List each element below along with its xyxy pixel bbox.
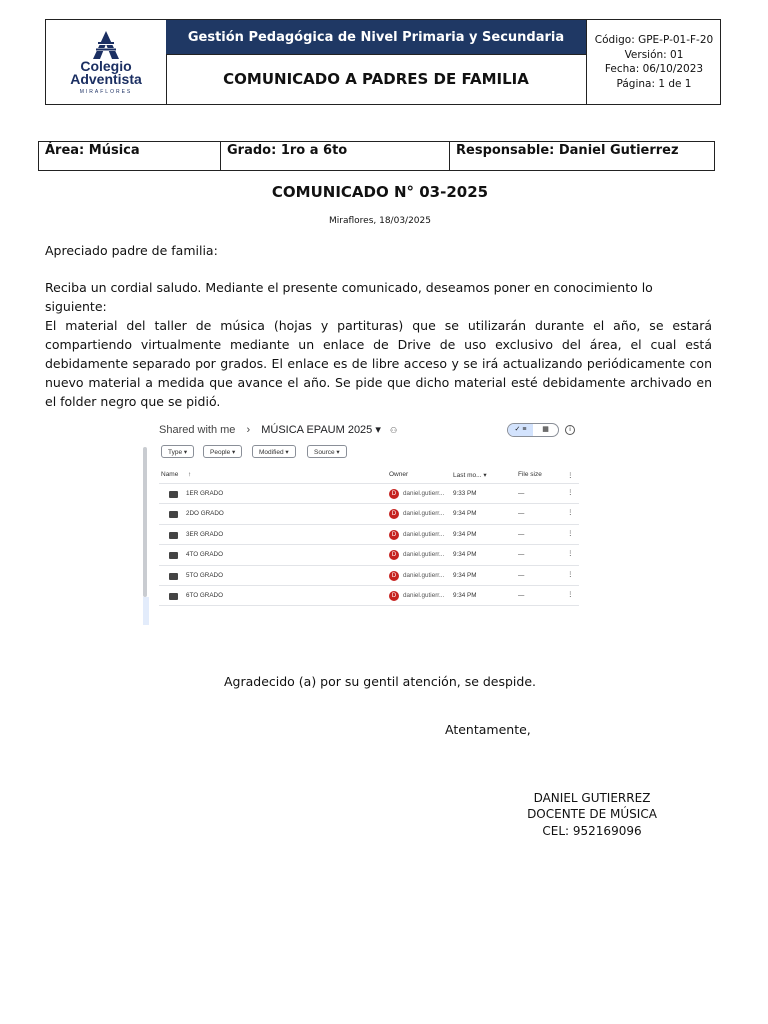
- row-size: —: [518, 572, 525, 579]
- row-modified: 9:34 PM: [453, 592, 477, 599]
- school-logo: [46, 20, 167, 104]
- greeting: Apreciado padre de familia:: [45, 243, 218, 258]
- info-grado: Grado: 1ro a 6to: [221, 142, 450, 170]
- signature-name: DANIEL GUTIERREZ: [533, 791, 651, 805]
- row-name: 2DO GRADO: [186, 510, 224, 517]
- meta-pagina: Página: 1 de 1: [616, 77, 692, 90]
- avatar: D: [389, 571, 399, 581]
- row-size: —: [518, 510, 525, 517]
- row-owner: daniel.gutierr...: [403, 531, 445, 538]
- info-area: Área: Música: [39, 142, 221, 170]
- table-row: [159, 565, 579, 586]
- row-modified: 9:33 PM: [453, 490, 477, 497]
- folder-icon: [169, 491, 178, 498]
- filter-type: Type ▾: [161, 445, 194, 458]
- row-name: 1ER GRADO: [186, 490, 224, 497]
- row-modified: 9:34 PM: [453, 531, 477, 538]
- info-responsable: Responsable: Daniel Gutierrez: [456, 143, 679, 158]
- list-view-icon: ✓ ≡: [508, 424, 533, 436]
- more-icon: ⋮: [567, 571, 574, 578]
- drive-breadcrumb: [159, 423, 397, 436]
- folder-icon: [169, 532, 178, 539]
- more-icon: ⋮: [567, 591, 574, 598]
- col-modified: Last mo... ▾: [453, 472, 487, 479]
- row-modified: 9:34 PM: [453, 510, 477, 517]
- avatar: D: [389, 530, 399, 540]
- signature-role: DOCENTE DE MÚSICA: [527, 807, 657, 821]
- row-modified: 9:34 PM: [453, 572, 477, 579]
- table-row: [159, 544, 579, 565]
- meta-fecha: Fecha: 06/10/2023: [604, 63, 704, 75]
- avatar: D: [389, 550, 399, 560]
- signature-phone: CEL: 952169096: [542, 824, 642, 838]
- more-icon: ⋮: [567, 550, 574, 557]
- meta-version: Versión: 01: [624, 48, 684, 61]
- row-owner: daniel.gutierr...: [403, 572, 445, 579]
- row-owner: daniel.gutierr...: [403, 551, 445, 558]
- meta-codigo: Código: GPE-P-01-F-20: [594, 34, 714, 46]
- avatar: D: [389, 489, 399, 499]
- header-band: Gestión Pedagógica de Nivel Primaria y Secundaria: [166, 20, 586, 55]
- drive-sidebar-edge: [143, 597, 149, 625]
- more-icon: ⋮: [567, 530, 574, 537]
- table-row: [159, 585, 579, 606]
- grid-view-icon: ▦: [542, 426, 549, 433]
- document-meta: [586, 20, 721, 104]
- folder-icon: [169, 573, 178, 580]
- crumb-separator: ›: [246, 424, 251, 436]
- regards-line: Atentamente,: [445, 722, 531, 737]
- logo-line1: Colegio: [80, 57, 132, 74]
- folder-icon: [169, 552, 178, 559]
- filter-source: Source ▾: [307, 445, 347, 458]
- col-owner: Owner: [389, 471, 409, 478]
- row-size: —: [518, 551, 525, 558]
- col-name: Name: [161, 471, 179, 478]
- more-icon: ⋮: [567, 489, 574, 496]
- document-title: COMUNICADO A PADRES DE FAMILIA: [223, 70, 529, 88]
- info-icon: i: [565, 425, 575, 435]
- logo-line2: Adventista: [70, 70, 142, 87]
- table-row: [159, 524, 579, 545]
- row-name: 6TO GRADO: [186, 592, 223, 599]
- row-name: 4TO GRADO: [186, 551, 223, 558]
- folder-icon: [169, 511, 178, 518]
- avatar: D: [389, 591, 399, 601]
- row-size: —: [518, 531, 525, 538]
- drive-scrollbar: [143, 447, 147, 597]
- table-divider: [159, 605, 579, 606]
- table-row: [159, 483, 579, 504]
- shared-people-icon: ⚇: [389, 426, 398, 435]
- view-toggle: [507, 423, 559, 437]
- col-size: File size: [518, 471, 542, 478]
- comunicado-title: COMUNICADO N° 03-2025: [271, 183, 489, 201]
- school-emblem-icon: [89, 30, 123, 60]
- folder-icon: [169, 593, 178, 600]
- col-more-icon: ⋮: [567, 472, 574, 479]
- intro-paragraph: Reciba un cordial saludo. Mediante el presente comunicado, deseamos poner en conocimiento lo siguiente:: [45, 280, 653, 314]
- table-row: [159, 503, 579, 524]
- row-size: —: [518, 592, 525, 599]
- document-header: [45, 19, 721, 105]
- avatar: D: [389, 509, 399, 519]
- sort-arrow-icon: ↑: [188, 471, 192, 478]
- row-owner: daniel.gutierr...: [403, 490, 445, 497]
- logo-sub: MIRAFLORES: [79, 88, 133, 95]
- info-table: [38, 141, 715, 171]
- row-name: 3ER GRADO: [186, 531, 224, 538]
- closing-line: Agradecido (a) por su gentil atención, se despide.: [223, 674, 537, 689]
- drive-screenshot: [143, 417, 580, 628]
- filter-modified: Modified ▾: [252, 445, 296, 458]
- comunicado-date: Miraflores, 18/03/2025: [329, 216, 431, 226]
- row-name: 5TO GRADO: [186, 572, 223, 579]
- body-paragraph: El material del taller de música (hojas y partituras) que se utilizarán durante el año, se estará compartiendo virtualmente mediante un enlace de Drive de uso exclusivo del área, el cual está debidamente separado por grados. El enlace es de libre acceso y se irá actualizando periódicamente con nuevo material a medida que avance el año. Se pide que dicho material esté debidamente archivado en el folder negro que se pidió.: [45, 318, 712, 409]
- crumb-root: Shared with me: [159, 424, 236, 436]
- row-size: —: [518, 490, 525, 497]
- filter-people: People ▾: [203, 445, 242, 458]
- more-icon: ⋮: [567, 509, 574, 516]
- row-owner: daniel.gutierr...: [403, 592, 445, 599]
- row-modified: 9:34 PM: [453, 551, 477, 558]
- row-owner: daniel.gutierr...: [403, 510, 445, 517]
- crumb-folder: MÚSICA EPAUM 2025 ▾: [261, 424, 381, 436]
